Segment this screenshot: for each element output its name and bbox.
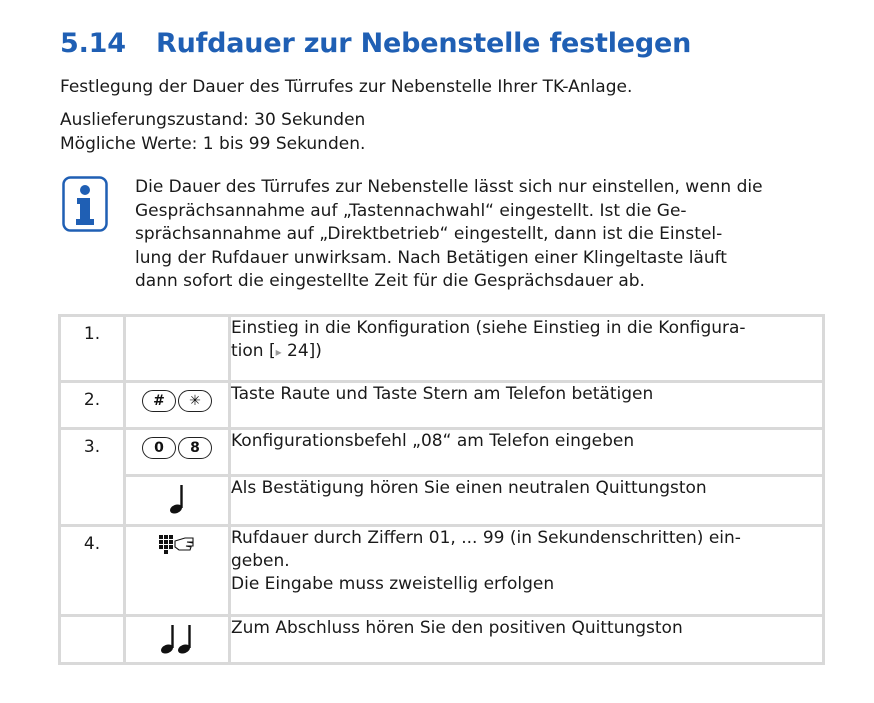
- step-number: 2.: [83, 390, 101, 410]
- step-text: Zum Abschluss hören Sie den positiven Quittungston: [230, 616, 824, 664]
- table-row: [60, 476, 824, 526]
- single-note-icon: [167, 477, 187, 515]
- eight-key-icon: 8: [178, 437, 212, 459]
- table-row: [60, 316, 824, 382]
- info-note-line: sprächsannahme auf „Direktbetrieb“ eingestellt, dann ist die Einstel-: [135, 224, 723, 244]
- step-text: Einstieg in die Konfiguration (siehe Einstieg in die Konfigura- tion [▸ 24]): [230, 316, 824, 382]
- page-reference-link[interactable]: 24]): [281, 341, 322, 361]
- intro-text: Festlegung der Dauer des Türrufes zur Nebenstelle Ihrer TK-Anlage.: [60, 77, 633, 97]
- step-text: Taste Raute und Taste Stern am Telefon betätigen: [230, 382, 824, 429]
- step-number: 3.: [83, 437, 101, 457]
- zero-key-icon: 0: [142, 437, 176, 459]
- double-note-icon: [159, 617, 195, 655]
- default-state-text: Auslieferungszustand: 30 Sekunden: [60, 110, 366, 130]
- step-number: 4.: [83, 534, 101, 554]
- step-text: Als Bestätigung hören Sie einen neutralen Quittungston: [230, 476, 824, 526]
- step-text: Konfigurationsbefehl „08“ am Telefon eingeben: [230, 429, 824, 476]
- keypad-input-icon: [157, 527, 197, 555]
- section-title: Rufdauer zur Nebenstelle festlegen: [156, 28, 692, 59]
- section-heading: [60, 28, 691, 59]
- table-row: [60, 616, 824, 664]
- info-note: [135, 176, 835, 294]
- page-reference-arrow-icon: ▸: [275, 345, 282, 359]
- info-note-line: lung der Rufdauer unwirksam. Nach Betätigen einer Klingeltaste läuft: [135, 247, 727, 268]
- info-icon: [62, 176, 108, 232]
- hash-key-icon: #: [142, 390, 176, 412]
- star-key-icon: ✳: [178, 390, 212, 412]
- step-number: 1.: [83, 324, 101, 344]
- step-icon-cell: [125, 316, 230, 382]
- possible-values-text: Mögliche Werte: 1 bis 99 Sekunden.: [60, 134, 366, 154]
- section-number: 5.14: [60, 28, 126, 59]
- info-note-line: dann sofort die eingestellte Zeit für die Gesprächsdauer ab.: [135, 271, 645, 291]
- steps-table: [58, 314, 825, 665]
- table-row: [60, 382, 824, 429]
- step-text: Rufdauer durch Ziffern 01, ... 99 (in Sekundenschritten) ein- geben. Die Eingabe muss zweistellig erfolgen: [230, 526, 824, 616]
- info-note-line: Gesprächsannahme auf „Tastennachwahl“ eingestellt. Ist die Ge-: [135, 200, 687, 221]
- info-note-line: Die Dauer des Türrufes zur Nebenstelle lässt sich nur einstellen, wenn die: [135, 177, 763, 197]
- table-row: [60, 429, 824, 476]
- table-row: [60, 526, 824, 616]
